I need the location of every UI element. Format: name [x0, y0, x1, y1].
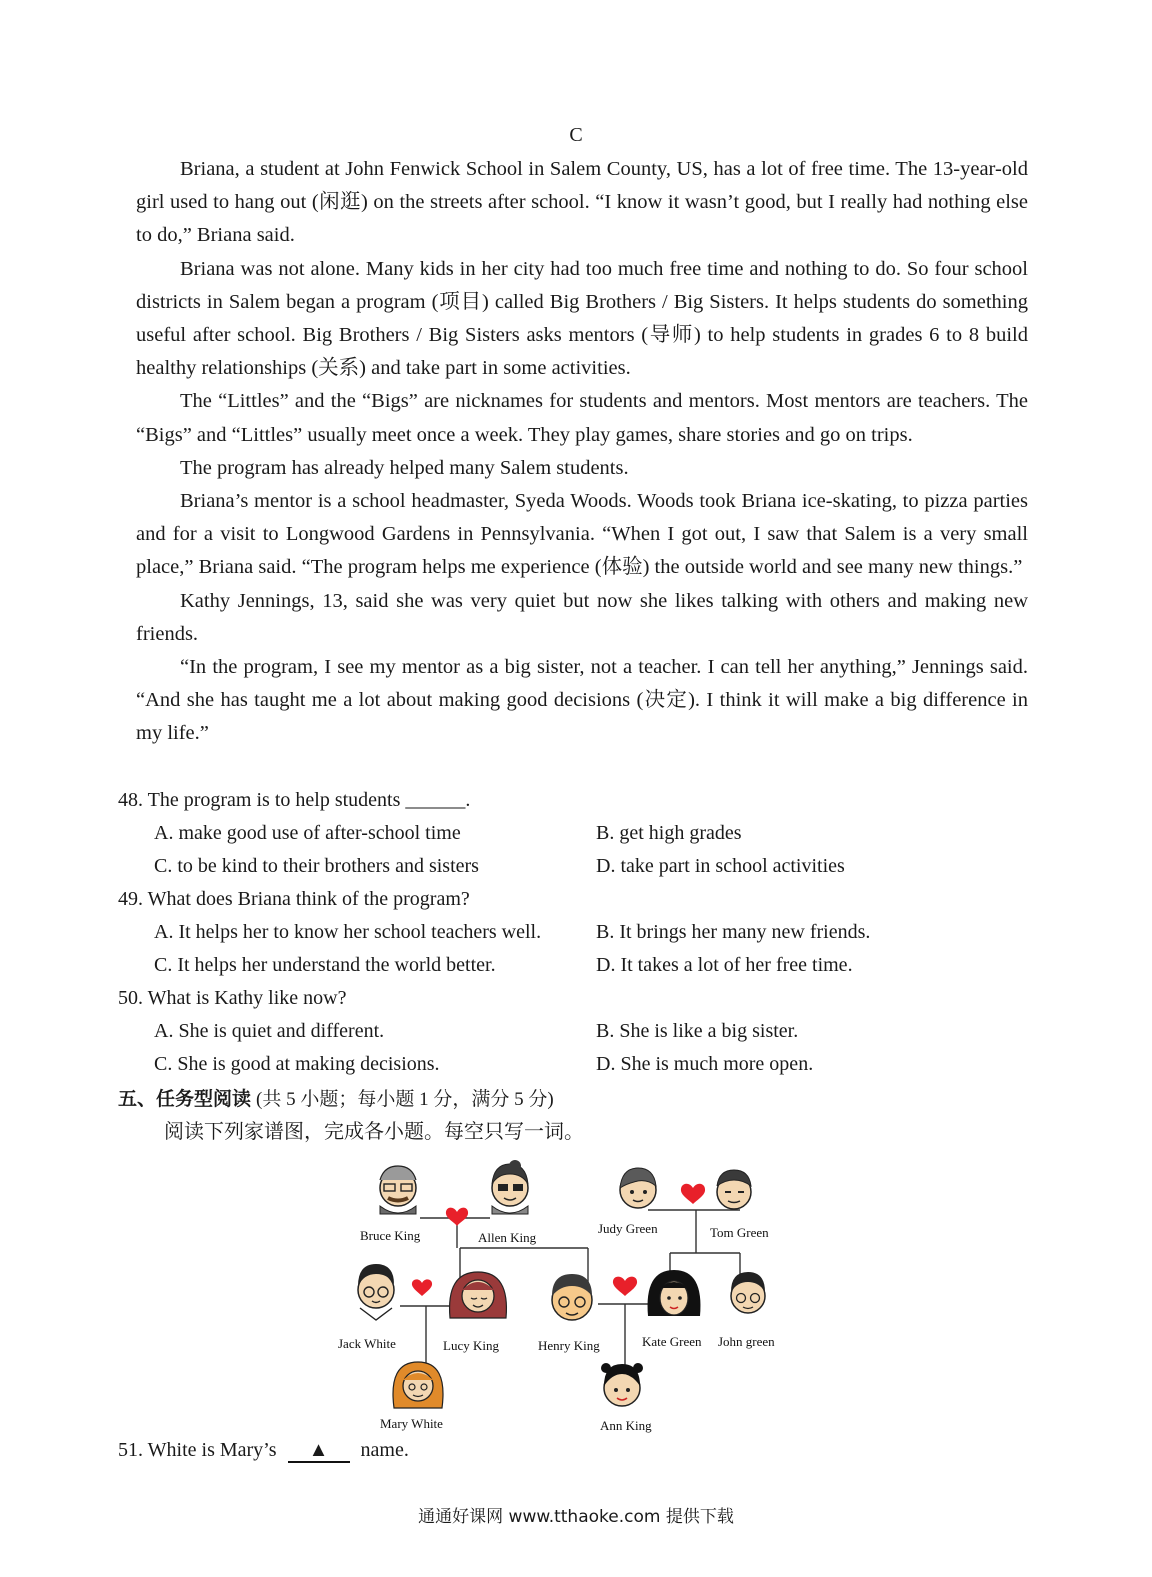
option-row [118, 1015, 1038, 1048]
passage-paragraph: Briana, a student at John Fenwick School in Salem County, US, has a lot of free time. The 13-year-old girl used to hang out (闲逛) on the streets after school. “I know it wasn’t good, but I really had nothing else to do,” Briana said. [136, 158, 1028, 247]
passage-paragraph: Briana was not alone. Many kids in her city had too much free time and nothing to do. So four school districts in Salem began a program (项目) called Big Brothers / Big Sisters. It helps students do something useful after school. Big Brothers / Big Sisters asks mentors (导师) to help students in grades 6 to 8 build healthy relationships (关系) and take part in some activities. [136, 257, 1028, 380]
option-a: A. It helps her to know her school teachers well. [154, 921, 542, 943]
heart-icon [681, 1184, 705, 1204]
family-tree-diagram [330, 1158, 800, 1438]
question-stem: 49. What does Briana think of the program? [118, 888, 470, 910]
footer-download-note: 通通好课网 www.tthaoke.com 提供下载 [418, 1507, 734, 1527]
jack-white-avatar [358, 1264, 394, 1320]
section-five-title [118, 1083, 584, 1116]
member-label-allen: Allen King [478, 1230, 537, 1245]
member-label-bruce: Bruce King [360, 1228, 421, 1243]
lucy-king-avatar [450, 1272, 507, 1318]
option-b: B. get high grades [596, 822, 742, 844]
tom-green-avatar [717, 1170, 751, 1209]
member-label-mary: Mary White [380, 1416, 443, 1431]
ann-king-avatar [601, 1363, 643, 1406]
option-row [118, 850, 1038, 883]
allen-king-avatar [492, 1160, 528, 1214]
passage-paragraph: “In the program, I see my mentor as a big sister, not a teacher. I can tell her anything,” Jennings said. “And she has taught me a lot about making good decisions (决定). I think it will make a big difference in my life.” [136, 656, 1028, 745]
triangle-marker: ▲ [308, 1439, 329, 1461]
member-label-henry: Henry King [538, 1338, 600, 1353]
section-heading: 五、任务型阅读 [118, 1088, 252, 1110]
question-51-text-after: name. [360, 1439, 409, 1461]
heart-icon [446, 1208, 468, 1226]
heart-icon [412, 1279, 432, 1296]
option-row [118, 817, 1038, 850]
option-a: A. make good use of after-school time [154, 822, 461, 844]
bruce-king-avatar [380, 1166, 416, 1214]
mary-white-avatar [393, 1362, 443, 1408]
option-row [118, 1048, 1038, 1081]
question-51-text-before: 51. White is Mary’s [118, 1439, 277, 1461]
option-b: B. She is like a big sister. [596, 1020, 799, 1042]
option-d: D. She is much more open. [596, 1053, 814, 1075]
section-instruction: 阅读下列家谱图，完成各小题。每空只写一词。 [164, 1121, 584, 1143]
question-51 [118, 1434, 409, 1467]
kate-green-avatar [648, 1270, 701, 1316]
answer-blank[interactable] [288, 1439, 350, 1463]
member-label-lucy: Lucy King [443, 1338, 499, 1353]
passage-paragraph: The “Littles” and the “Bigs” are nicknames for students and mentors. Most mentors are teachers. The “Bigs” and “Littles” usually meet once a week. They play games, share stories and go on trips. [136, 390, 1028, 446]
section-five [118, 1083, 584, 1149]
question-stem: 48. The program is to help students ______. [118, 789, 471, 811]
passage-paragraph: Kathy Jennings, 13, said she was very quiet but now she likes talking with others and making new friends. [136, 589, 1028, 645]
option-row [118, 916, 1038, 949]
john-green-avatar [731, 1272, 765, 1313]
member-label-jack: Jack White [338, 1336, 396, 1351]
option-d: D. It takes a lot of her free time. [596, 954, 853, 976]
passage-paragraph: The program has already helped many Salem students. [180, 456, 629, 479]
section-score-note: (共 5 小题；每小题 1 分，满分 5 分) [256, 1089, 554, 1110]
member-label-tom: Tom Green [710, 1225, 769, 1240]
question-50 [118, 982, 1038, 1081]
section-label: C [569, 124, 583, 146]
option-c: C. She is good at making decisions. [154, 1053, 440, 1075]
question-48 [118, 784, 1038, 883]
question-49 [118, 883, 1038, 982]
option-c: C. It helps her understand the world better. [154, 954, 496, 976]
reading-passage [136, 153, 1028, 751]
family-tree [330, 1158, 800, 1438]
member-label-kate: Kate Green [642, 1334, 702, 1349]
option-c: C. to be kind to their brothers and sisters [154, 855, 479, 877]
judy-green-avatar [620, 1168, 656, 1208]
option-d: D. take part in school activities [596, 855, 845, 877]
option-row [118, 949, 1038, 982]
passage-paragraph: Briana’s mentor is a school headmaster, Syeda Woods. Woods took Briana ice-skating, to pizza parties and for a visit to Longwood Gardens in Pennsylvania. “When I got out, I saw that Salem is a very small place,” Briana said. “The program helps me experience (体验) the outside world and see many new things.” [136, 490, 1028, 579]
henry-king-avatar [552, 1274, 592, 1320]
option-b: B. It brings her many new friends. [596, 921, 871, 943]
option-a: A. She is quiet and different. [154, 1020, 385, 1042]
member-label-ann: Ann King [600, 1418, 652, 1433]
member-label-judy: Judy Green [598, 1221, 658, 1236]
question-stem: 50. What is Kathy like now? [118, 987, 347, 1009]
heart-icon [613, 1277, 637, 1296]
member-label-john: John green [718, 1334, 775, 1349]
